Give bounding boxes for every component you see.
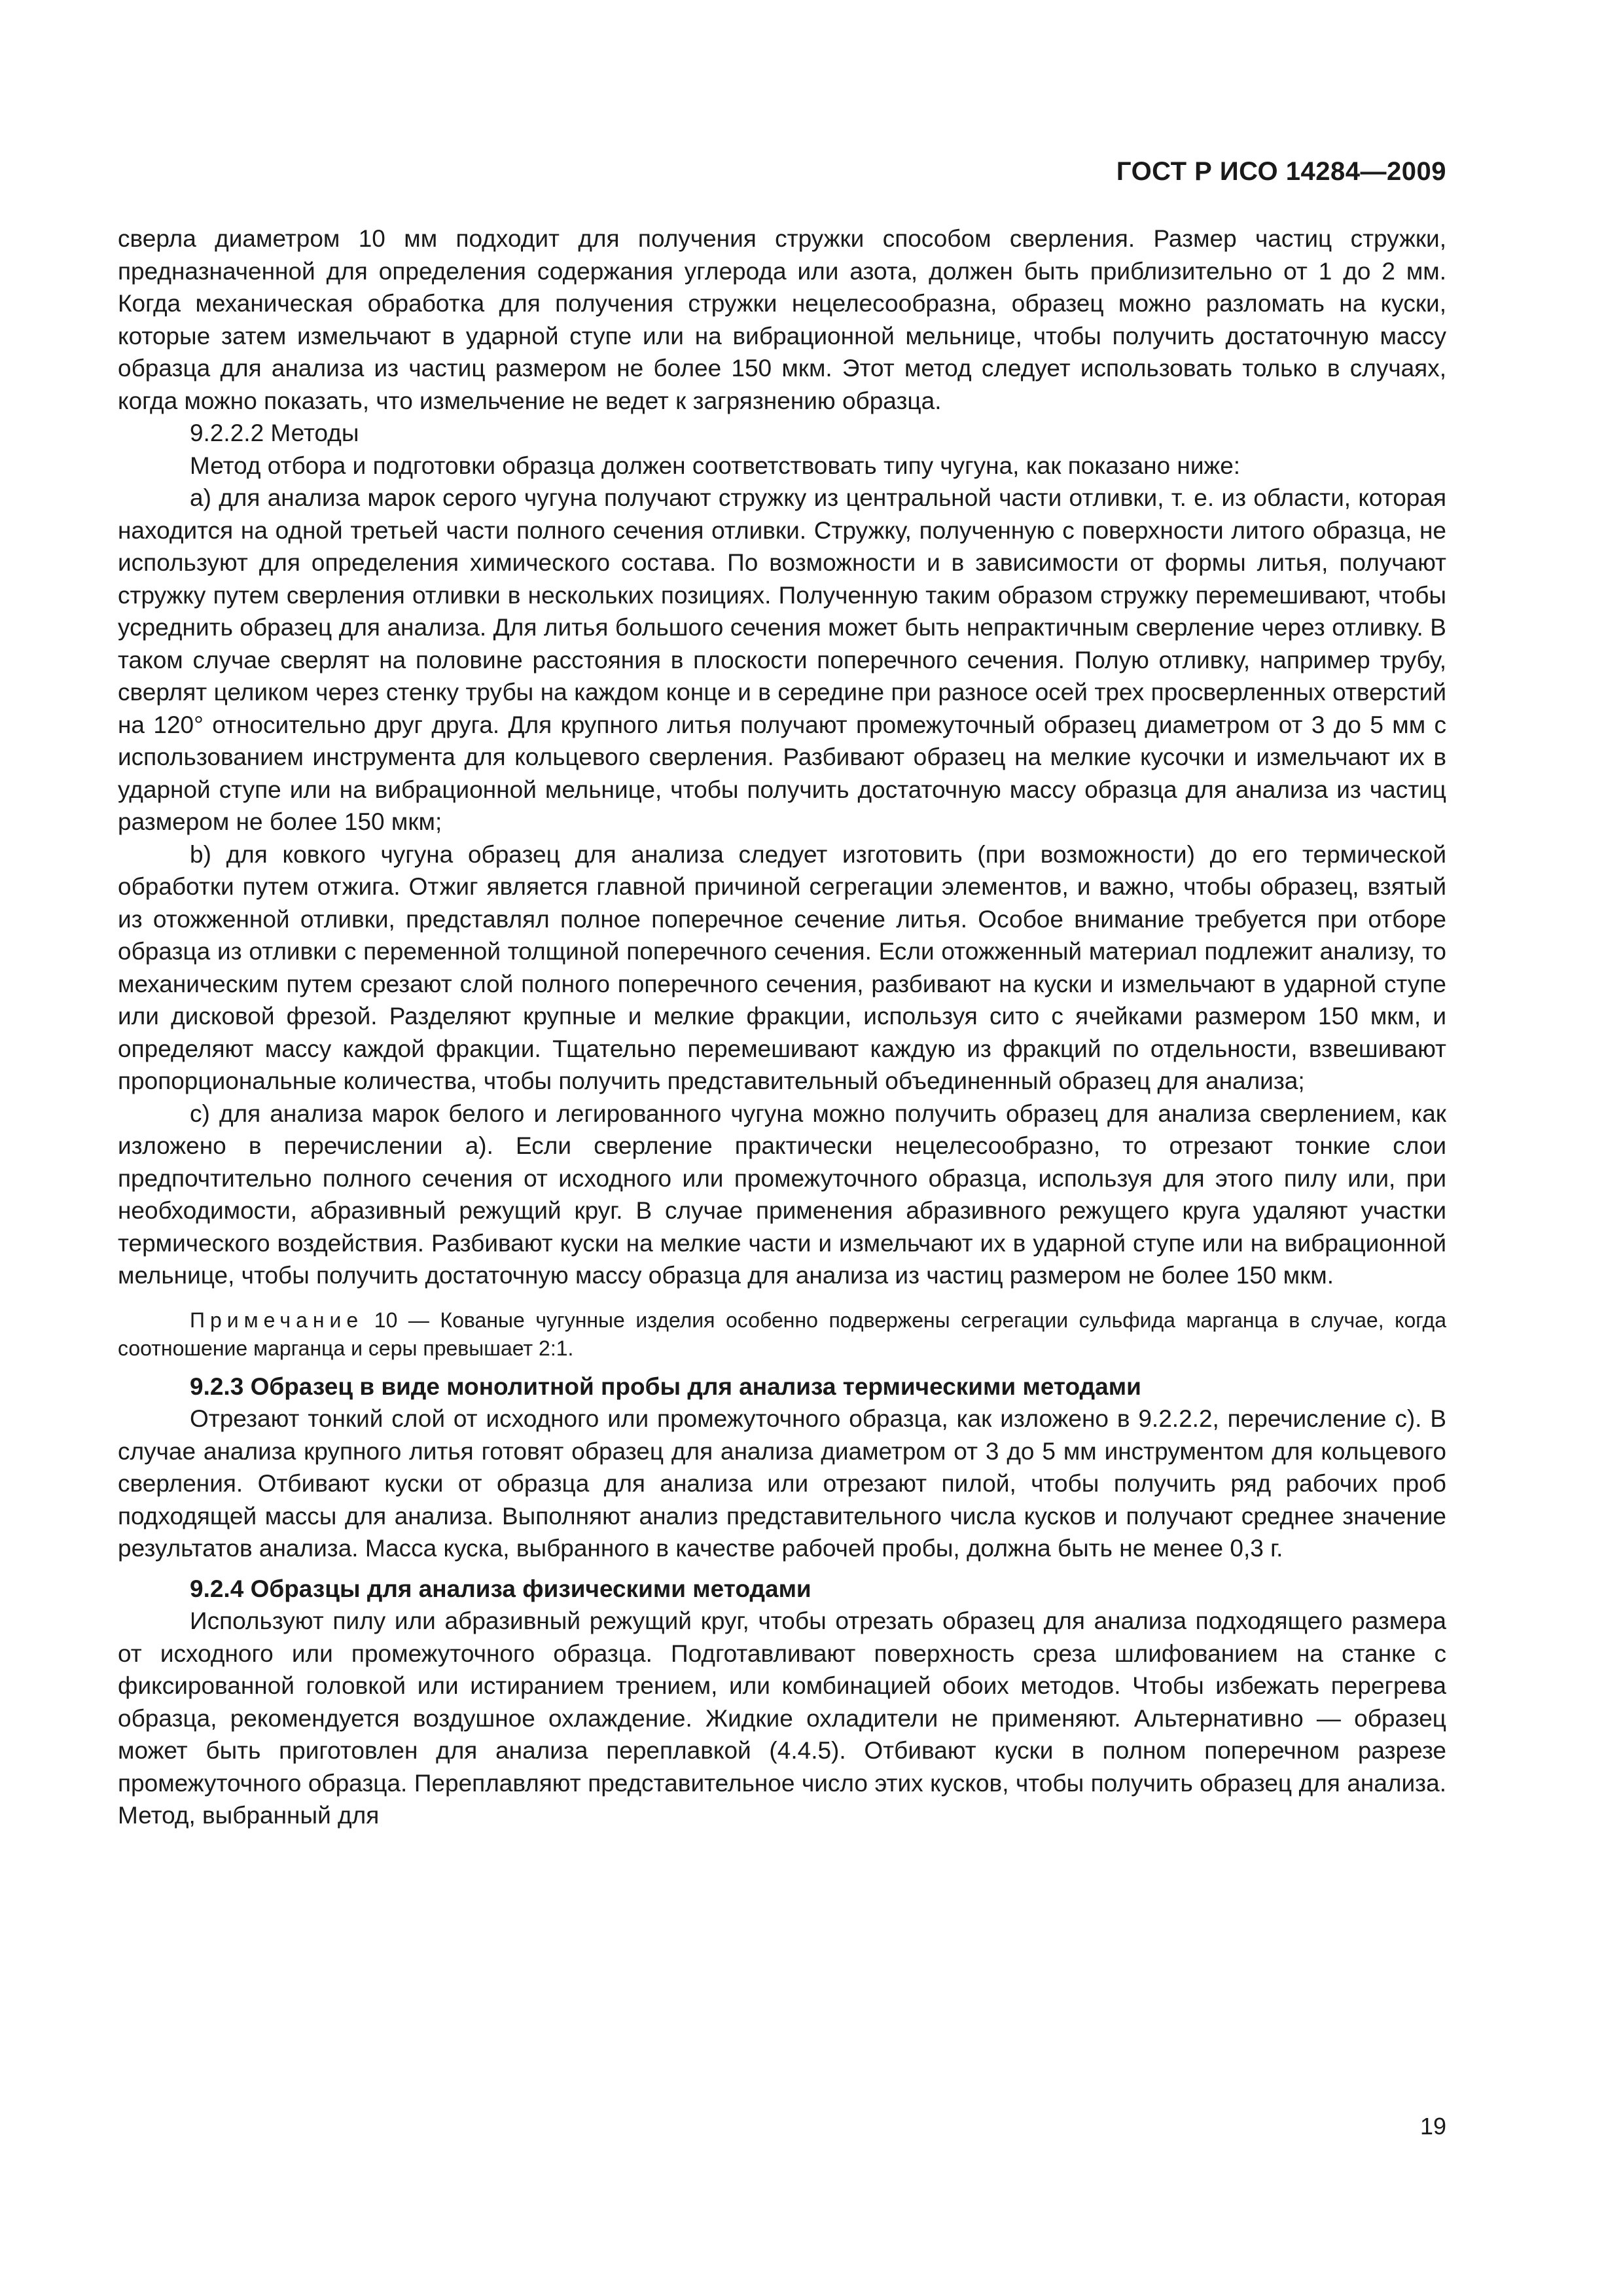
section-923-title: 9.2.3 Образец в виде монолитной пробы для анализа термическими методами — [190, 1372, 1141, 1400]
page-number: 19 — [1419, 2113, 1446, 2140]
note-text: 10 — Кованые чугунные изделия особенно подвержены сегрегации сульфида марганца в случае, когда соотношение марганца и серы превышает 2:1. — [118, 1308, 1446, 1360]
section-923-text: Отрезают тонкий слой от исходного или промежуточного образца, как изложено в 9.2.2.2, перечисление с). В случае анализа крупного литья готовят образец для анализа диаметром от 3 до 5 мм инструментом для кольцевого сверления. Отбивают куски от образца для анализа или отрезают пилой, чтобы получить ряд рабочих проб подходящей массы для анализа. Выполняют анализ представительного числа кусков и получают среднее значение результатов анализа. Масса куска, выбранного в качестве рабочей пробы, должна быть не менее 0,3 г. — [118, 1405, 1446, 1562]
section-9222-intro: Метод отбора и подготовки образца должен соответствовать типу чугуна, как показано ниже: — [190, 452, 1241, 479]
list-item-b: b) для ковкого чугуна образец для анализа следует изготовить (при возможности) до его термической обработки путем отжига. Отжиг является главной причиной сегрегации элементов, и важно, чтобы образец, взятый из отожженной отливки, представлял полное поперечное сечение литья. Особое внимание требуется при отборе образца из отливки с переменной толщиной поперечного сечения. Если отожженный материал подлежит анализу, то механическим путем срезают слой полного поперечного сечения, разбивают на куски и измельчают в ударной ступе или дисковой фрезой. Разделяют крупные и мелкие фракции, используя сито с ячейками размером 150 мкм, и определяют массу каждой фракции. Тщательно перемешивают каждую из фракций по отдельности, взвешивают пропорциональные количества, чтобы получить представительный объединенный образец для анализа; — [118, 840, 1446, 1094]
section-9222-title: 9.2.2.2 Методы — [190, 420, 359, 446]
paragraph-drilling-chips: сверла диаметром 10 мм подходит для получения стружки способом сверления. Размер частиц стружки, предназначенной для определения содержания углерода или азота, должен быть приблизительно от 1 до 2 мм. Когда механическая обработка для получения стружки нецелесообразна, образец можно разломать на куски, которые затем измельчают в ударной ступе или на вибрационной мельнице, чтобы получить достаточную массу образца для анализа из частиц размером не более 150 мкм. Этот метод следует использовать только в случаях, когда можно показать, что измельчение не ведет к загрязнению образца. — [118, 225, 1446, 414]
section-924-title: 9.2.4 Образцы для анализа физическими методами — [190, 1575, 812, 1602]
document-body — [118, 223, 1446, 1832]
note-10 — [118, 1306, 1446, 1363]
list-item-a: а) для анализа марок серого чугуна получают стружку из центральной части отливки, т. е. из области, которая находится на одной третьей части полного сечения отливки. Стружку, полученную с поверхности литого образца, не используют для определения химического состава. По возможности и в зависимости от формы литья, получают стружку путем сверления отливки в нескольких позициях. Полученную таким образом стружку перемешивают, чтобы усреднить образец для анализа. Для литья большого сечения может быть непрактичным сверление через отливку. В таком случае сверлят на половине расстояния в плоскости поперечного сечения. Полую отливку, например трубу, сверлят целиком через стенку трубы на каждом конце и в середине при разносе осей трех просверленных отверстий на 120° относительно друг друга. Для крупного литья получают промежуточный образец диаметром от 3 до 5 мм с использованием инструмента для кольцевого сверления. Разбивают образец на мелкие кусочки и измельчают их в ударной ступе или на вибрационной мельнице, чтобы получить достаточную массу образца для анализа из частиц размером не более 150 мкм; — [118, 484, 1446, 835]
standard-header: ГОСТ Р ИСО 14284—2009 — [1116, 157, 1446, 186]
note-label: Примечание — [190, 1308, 364, 1332]
list-item-c: с) для анализа марок белого и легированного чугуна можно получить образец для анализа сверлением, как изложено в перечислении а). Если сверление практически нецелесообразно, то отрезают тонкие слои предпочтительно полного сечения от исходного или промежуточного образца, используя для этого пилу или, при необходимости, абразивный режущий круг. В случае применения абразивного режущего круга удаляют участки термического воздействия. Разбивают куски на мелкие части и измельчают их в ударной ступе или на вибрационной мельнице, чтобы получить достаточную массу образца для анализа из частиц размером не более 150 мкм. — [118, 1100, 1446, 1289]
section-924-text: Используют пилу или абразивный режущий круг, чтобы отрезать образец для анализа подходящего размера от исходного или промежуточного образца. Подготавливают поверхность среза шлифованием на станке с фиксированной головкой или истиранием трением, или комбинацией обоих методов. Чтобы избежать перегрева образца, рекомендуется воздушное охлаждение. Жидкие охладители не применяют. Альтернативно — образец может быть приготовлен для анализа переплавкой (4.4.5). Отбивают куски в полном поперечном разрезе промежуточного образца. Переплавляют представительное число этих кусков, чтобы получить образец для анализа. Метод, выбранный для — [118, 1607, 1446, 1829]
